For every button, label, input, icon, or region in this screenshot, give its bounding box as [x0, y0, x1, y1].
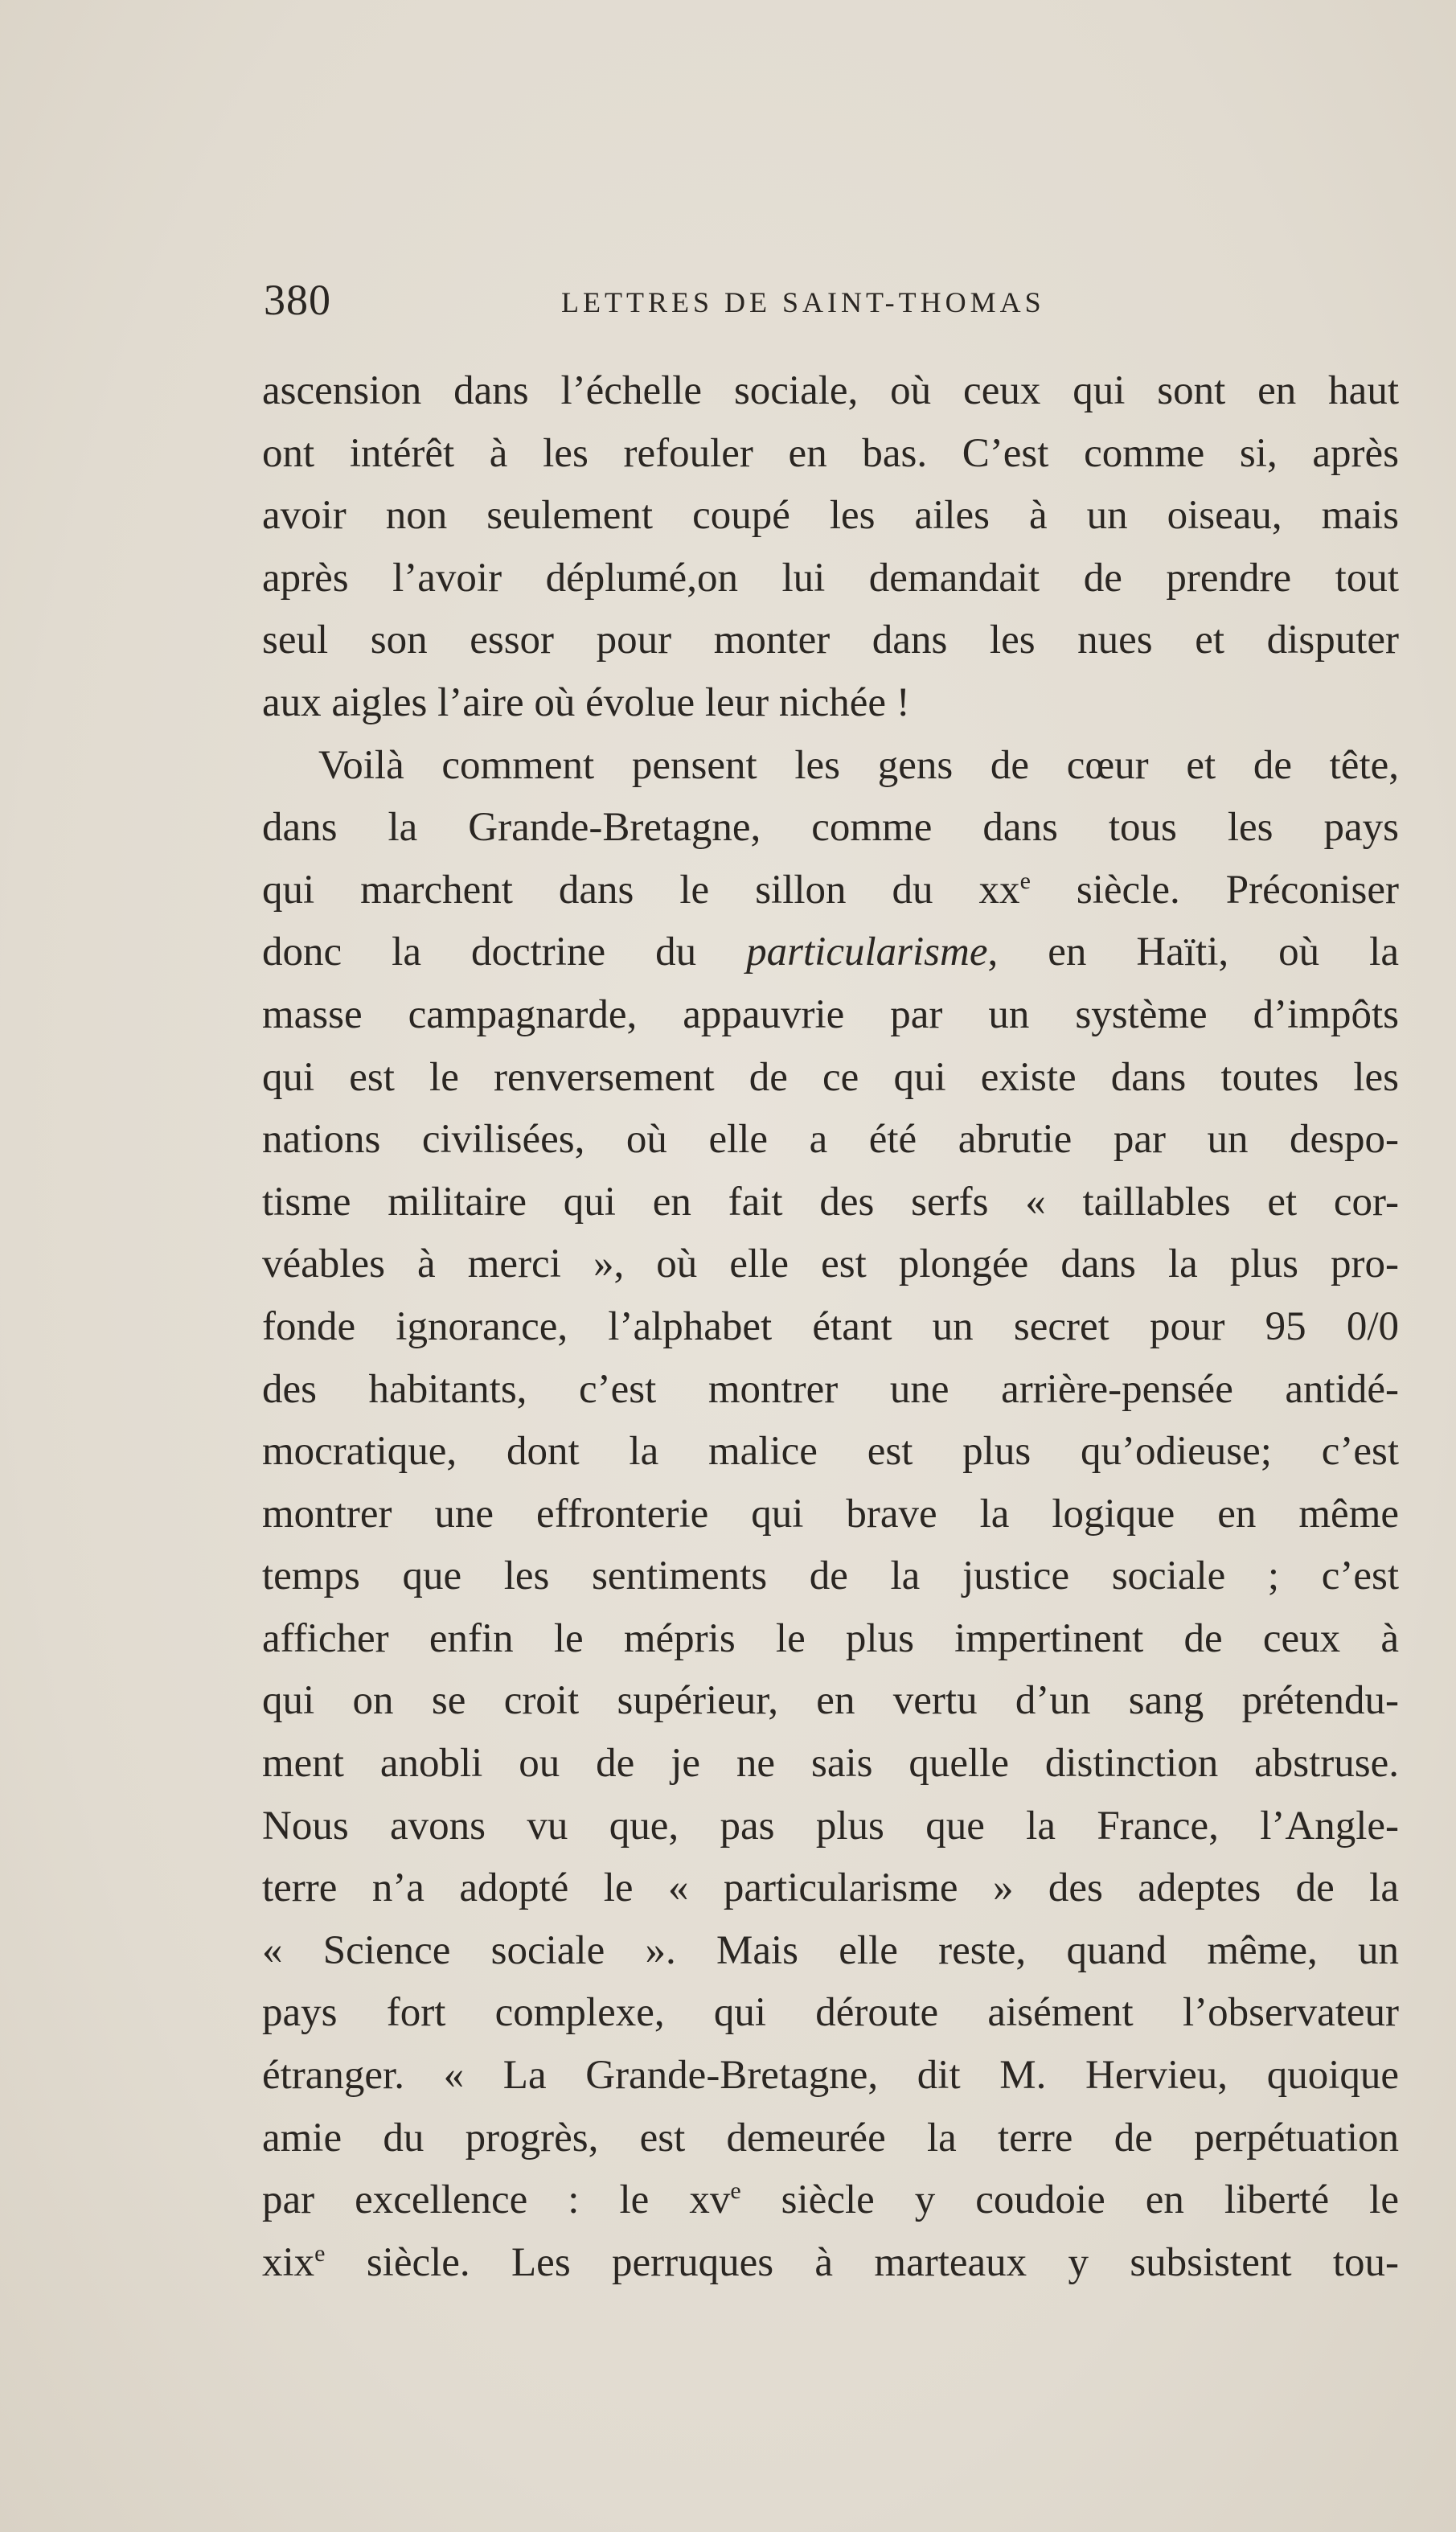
text-line: nations civilisées, où elle a été abrutie par un despo- — [262, 1117, 1399, 1163]
text-line — [262, 2232, 1399, 2295]
text-line: Voilà comment pensent les gens de cœur et de tête, — [318, 742, 1399, 788]
superscript: e — [1019, 867, 1031, 894]
text-line: seul son essor pour monter dans les nues et disputer — [262, 618, 1399, 663]
body-text — [262, 360, 1399, 2294]
superscript: e — [314, 2239, 326, 2267]
text-line: ont intérêt à les refouler en bas. C’est comme si, après — [262, 430, 1399, 476]
text-run: donc la doctrine du — [262, 929, 747, 975]
page-number: 380 — [264, 276, 331, 324]
text-line: amie du progrès, est demeurée la terre de perpétuation — [262, 2115, 1399, 2161]
text-line: qui est le renversement de ce qui existe dans toutes les — [262, 1054, 1399, 1100]
text-line: afficher enfin le mépris le plus impertinent de ceux à — [262, 1615, 1399, 1661]
text-line: aux aigles l’aire où évolue leur nichée ! — [262, 679, 910, 725]
text-line: après l’avoir déplumé,on lui demandait de prendre tout — [262, 555, 1399, 601]
text-run: siècle. Préconiser — [1030, 867, 1399, 913]
text-line: ment anobli ou de je ne sais quelle distinction abstruse. — [262, 1741, 1399, 1787]
italic-term: particularisme — [746, 929, 988, 975]
text-line: « Science sociale ». Mais elle reste, quand même, un — [262, 1927, 1399, 1973]
text-line: étranger. « La Grande-Bretagne, dit M. Hervieu, quoique — [262, 2053, 1399, 2099]
text-run: xix — [262, 2239, 315, 2285]
text-line: avoir non seulement coupé les ailes à un oiseau, mais — [262, 493, 1399, 539]
text-run: qui marchent dans le sillon du xx — [262, 867, 1020, 913]
text-line: tisme militaire qui en fait des serfs « taillables et cor- — [262, 1179, 1399, 1225]
text-line — [262, 2169, 1399, 2232]
text-run: siècle. Les perruques à marteaux y subsistent tou- — [325, 2239, 1399, 2285]
text-line: masse campagnarde, appauvrie par un système d’impôts — [262, 991, 1399, 1037]
text-run: , en Haïti, où la — [987, 929, 1399, 975]
text-run: par excellence : le xv — [262, 2177, 731, 2223]
text-line: temps que les sentiments de la justice sociale ; c’est — [262, 1553, 1399, 1599]
text-line: Nous avons vu que, pas plus que la France, l’Angle- — [262, 1803, 1399, 1849]
text-line: montrer une effronterie qui brave la logique en même — [262, 1491, 1399, 1537]
text-line: pays fort complexe, qui déroute aisément l’observateur — [262, 1990, 1399, 2036]
text-line: fonde ignorance, l’alphabet étant un secret pour 95 0/0 — [262, 1303, 1399, 1349]
text-line: qui on se croit supérieur, en vertu d’un sang prétendu- — [262, 1678, 1399, 1724]
text-line: mocratique, dont la malice est plus qu’odieuse; c’est — [262, 1429, 1399, 1475]
text-line: terre n’a adopté le « particularisme » des adeptes de la — [262, 1865, 1399, 1911]
page-header — [264, 272, 1397, 328]
running-title: LETTRES DE SAINT-THOMAS — [561, 286, 1045, 318]
text-run: siècle y coudoie en liberté le — [740, 2177, 1399, 2223]
text-line: ascension dans l’échelle sociale, où ceux qui sont en haut — [262, 368, 1399, 413]
text-line: véables à merci », où elle est plongée dans la plus pro- — [262, 1241, 1399, 1287]
text-line — [262, 921, 1399, 984]
text-line: dans la Grande-Bretagne, comme dans tous les pays — [262, 805, 1399, 851]
text-line — [262, 860, 1399, 922]
superscript: e — [730, 2177, 741, 2205]
text-line: des habitants, c’est montrer une arrière-pensée antidé- — [262, 1366, 1399, 1412]
